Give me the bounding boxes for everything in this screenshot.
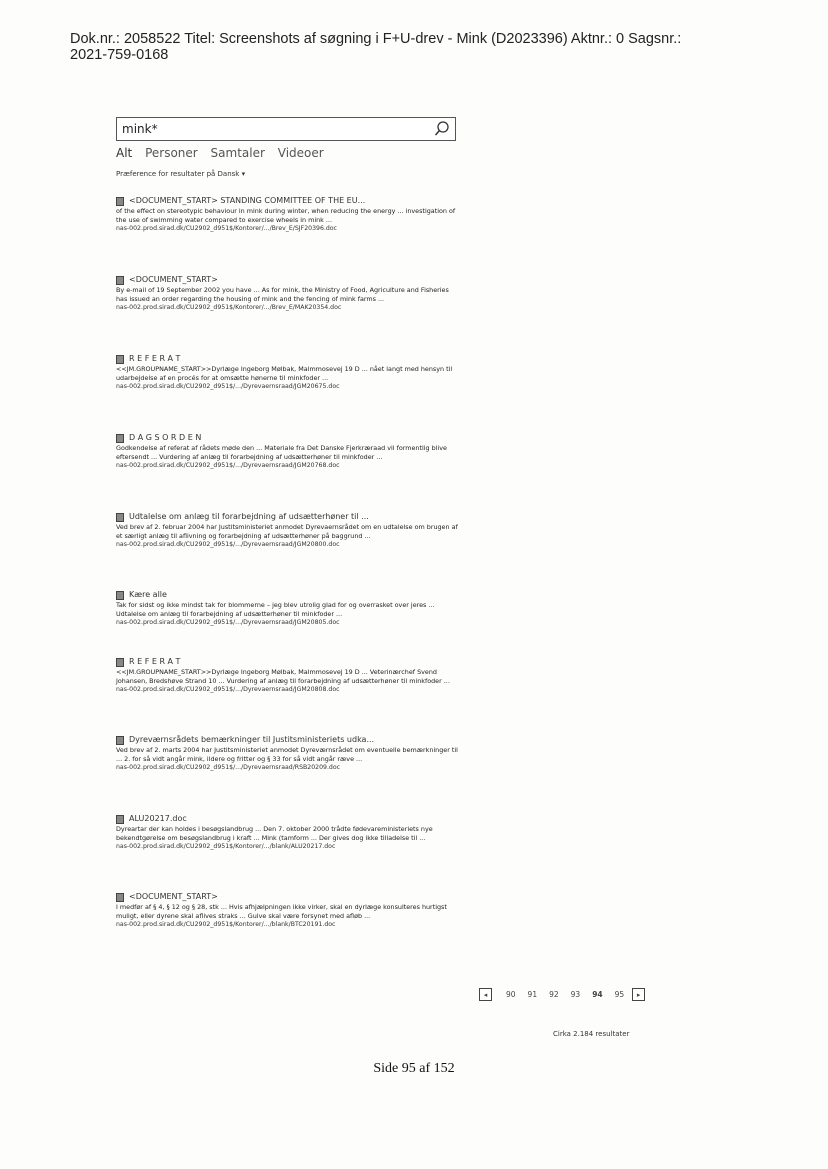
search-result xyxy=(116,892,458,929)
tab-people[interactable]: Personer xyxy=(145,146,198,160)
tab-videos[interactable]: Videoer xyxy=(277,146,324,160)
result-title-link[interactable] xyxy=(116,354,458,364)
search-icon[interactable] xyxy=(433,120,451,138)
result-title-link[interactable] xyxy=(116,275,458,285)
word-document-icon xyxy=(116,355,124,364)
pagination xyxy=(479,988,645,1001)
tab-all[interactable]: Alt xyxy=(116,146,133,160)
result-path-link[interactable]: nas-002.prod.sirad.dk/CU2902_d951$/.../Dyrevaernsraad/JGM20808.doc xyxy=(116,686,340,694)
search-box[interactable] xyxy=(116,117,456,141)
result-snippet: Tak for sidst og ikke mindst tak for blommerne – jeg blev utrolig glad for og overrasket over jeres ... Udtalelse om anlæg til forarbejdning af udsætterhøner til minkfoder ... xyxy=(116,601,435,618)
result-title-link[interactable] xyxy=(116,512,458,522)
search-input[interactable] xyxy=(122,120,422,137)
result-title-link[interactable] xyxy=(116,196,458,206)
result-title-link[interactable] xyxy=(116,657,458,667)
result-snippet: <<JM.GROUPNAME_START>>Dyrlæge Ingeborg Mølbak, Malmmosevej 19 D ... Veterinærchef Svend Johansen, Bredshøve Strand 10 ... Vurdering af anlæg til forarbejdning af udsætterhøner til minkfoder ... xyxy=(116,668,450,685)
result-snippet: Dyreartar der kan holdes i besøgslandbrug ... Den 7. oktober 2000 trådte fødevareministeriets nye bekendtgørelse om besøgslandbrug i kraft ... Mink (tamform ... Der gives dog ikke tilladelse til ... xyxy=(116,825,433,842)
result-path-link[interactable]: nas-002.prod.sirad.dk/CU2902_d951$/Kontorer/.../blank/ALU20217.doc xyxy=(116,843,336,851)
search-result xyxy=(116,433,458,470)
result-path-link[interactable]: nas-002.prod.sirad.dk/CU2902_d951$/.../Dyrevaernsraad/JGM20768.doc xyxy=(116,462,340,470)
result-title-link[interactable] xyxy=(116,433,458,443)
result-snippet: Godkendelse af referat af rådets møde den ... Materiale fra Det Danske Fjerkræraad vil formentlig blive eftersendt ... Vurdering af anlæg til forarbejdning af udsætterhøner til minkfoder ... xyxy=(116,444,447,461)
result-title: <DOCUMENT_START> STANDING COMMITTEE OF THE EU... xyxy=(129,196,366,205)
word-document-icon xyxy=(116,658,124,667)
result-count: Cirka 2.184 resultater xyxy=(553,1030,630,1038)
result-path-link[interactable]: nas-002.prod.sirad.dk/CU2902_d951$/.../Dyrevaernsraad/JGM20800.doc xyxy=(116,541,340,549)
header-line-1: Dok.nr.: 2058522 Titel: Screenshots af søgning i F+U-drev - Mink (D2023396) Aktnr.: 0 Sagsnr.: xyxy=(70,31,682,47)
result-snippet: <<JM.GROUPNAME_START>>Dyrlæge Ingeborg Mølbak, Malmmosevej 19 D ... nået langt med hensyn til udarbejdelse af en procés for at omsætte hønerne til minkfoder ... xyxy=(116,365,453,382)
language-preference[interactable] xyxy=(116,170,245,178)
result-title: ALU20217.doc xyxy=(129,814,187,823)
result-snippet: By e-mail of 19 September 2002 you have ... As for mink, the Ministry of Food, Agriculture and Fisheries has issued an order regarding the housing of mink and the fencing of mink farms ... xyxy=(116,286,449,303)
page-link-94-current[interactable]: 94 xyxy=(592,990,603,999)
word-document-icon xyxy=(116,276,124,285)
result-snippet: I medfør af § 4, § 12 og § 28, stk ... Hvis afhjælpningen ikke virker, skal en dyrlæge konsulteres hurtigst muligt, eller dyrene skal aflives straks ... Gulve skal være forsynet med afløb ... xyxy=(116,903,447,920)
result-title: Udtalelse om anlæg til forarbejdning af udsætterhøner til ... xyxy=(129,512,369,521)
search-result xyxy=(116,354,458,391)
prev-page-button[interactable]: ◂ xyxy=(479,988,492,1001)
page-link-92[interactable]: 92 xyxy=(549,990,559,999)
result-path-link[interactable]: nas-002.prod.sirad.dk/CU2902_d951$/Kontorer/.../blank/BTC20191.doc xyxy=(116,921,336,929)
result-title: D A G S O R D E N xyxy=(129,433,202,442)
search-result xyxy=(116,512,458,549)
page-link-93[interactable]: 93 xyxy=(570,990,581,999)
chevron-down-icon: ▾ xyxy=(241,170,246,178)
search-result xyxy=(116,657,458,694)
word-document-icon xyxy=(116,197,124,206)
page-footer: Side 95 af 152 xyxy=(373,1061,455,1076)
search-result xyxy=(116,590,458,627)
result-title: R E F E R A T xyxy=(129,354,181,363)
search-result xyxy=(116,814,458,851)
word-document-icon xyxy=(116,434,124,443)
next-page-button[interactable]: ▸ xyxy=(632,988,645,1001)
result-path-link[interactable]: nas-002.prod.sirad.dk/CU2902_d951$/.../Dyrevaernsraad/RSB20209.doc xyxy=(116,764,341,772)
result-snippet: Ved brev af 2. februar 2004 har Justitsministeriet anmodet Dyrevaernsrådet om en udtalelse om brugen af et særligt anlæg til aflivning og forarbejdning af udsætterhøner på baggrund ... xyxy=(116,523,458,540)
header-line-2: 2021-759-0168 xyxy=(70,47,169,63)
result-title-link[interactable] xyxy=(116,814,458,824)
result-path-link[interactable]: nas-002.prod.sirad.dk/CU2902_d951$/.../Dyrevaernsraad/JGM20675.doc xyxy=(116,383,340,391)
document-header xyxy=(70,31,790,63)
word-document-icon xyxy=(116,815,124,824)
page-link-95[interactable]: 95 xyxy=(614,990,625,999)
result-title: <DOCUMENT_START> xyxy=(129,275,218,284)
word-document-icon xyxy=(116,591,124,600)
tab-conversations[interactable]: Samtaler xyxy=(210,146,265,160)
language-preference-label: Præference for resultater på Dansk xyxy=(116,170,240,178)
search-tabs xyxy=(116,146,333,160)
result-snippet: Ved brev af 2. marts 2004 har Justitsministeriet anmodet Dyreværnsrådet om eventuelle bemærkninger til ... 2. for så vidt angår mink, ildere og fritter og § 33 for så vidt angår ræve ... xyxy=(116,746,458,763)
result-title-link[interactable] xyxy=(116,735,458,745)
result-path-link[interactable]: nas-002.prod.sirad.dk/CU2902_d951$/Kontorer/.../Brev_E/SJF20396.doc xyxy=(116,225,337,233)
result-path-link[interactable]: nas-002.prod.sirad.dk/CU2902_d951$/Kontorer/.../Brev_E/MAK20354.doc xyxy=(116,304,342,312)
page-link-90[interactable]: 90 xyxy=(506,990,516,999)
search-result xyxy=(116,196,458,233)
result-snippet: of the effect on stereotypic behaviour in mink during winter, when reducing the energy ... investigation of the use of swimming water compared to exercise wheels in mink ... xyxy=(116,207,456,224)
result-path-link[interactable]: nas-002.prod.sirad.dk/CU2902_d951$/.../Dyrevaernsraad/JGM20805.doc xyxy=(116,619,340,627)
word-document-icon xyxy=(116,736,124,745)
result-title: <DOCUMENT_START> xyxy=(129,892,218,901)
word-document-icon xyxy=(116,893,124,902)
search-result xyxy=(116,735,458,772)
result-title: Dyreværnsrådets bemærkninger til Justitsministeriets udka... xyxy=(129,735,375,744)
result-title-link[interactable] xyxy=(116,892,458,902)
search-result xyxy=(116,275,458,312)
page-link-91[interactable]: 91 xyxy=(527,990,538,999)
word-document-icon xyxy=(116,513,124,522)
result-title: R E F E R A T xyxy=(129,657,181,666)
result-title-link[interactable] xyxy=(116,590,458,600)
result-title: Kære alle xyxy=(129,590,167,599)
